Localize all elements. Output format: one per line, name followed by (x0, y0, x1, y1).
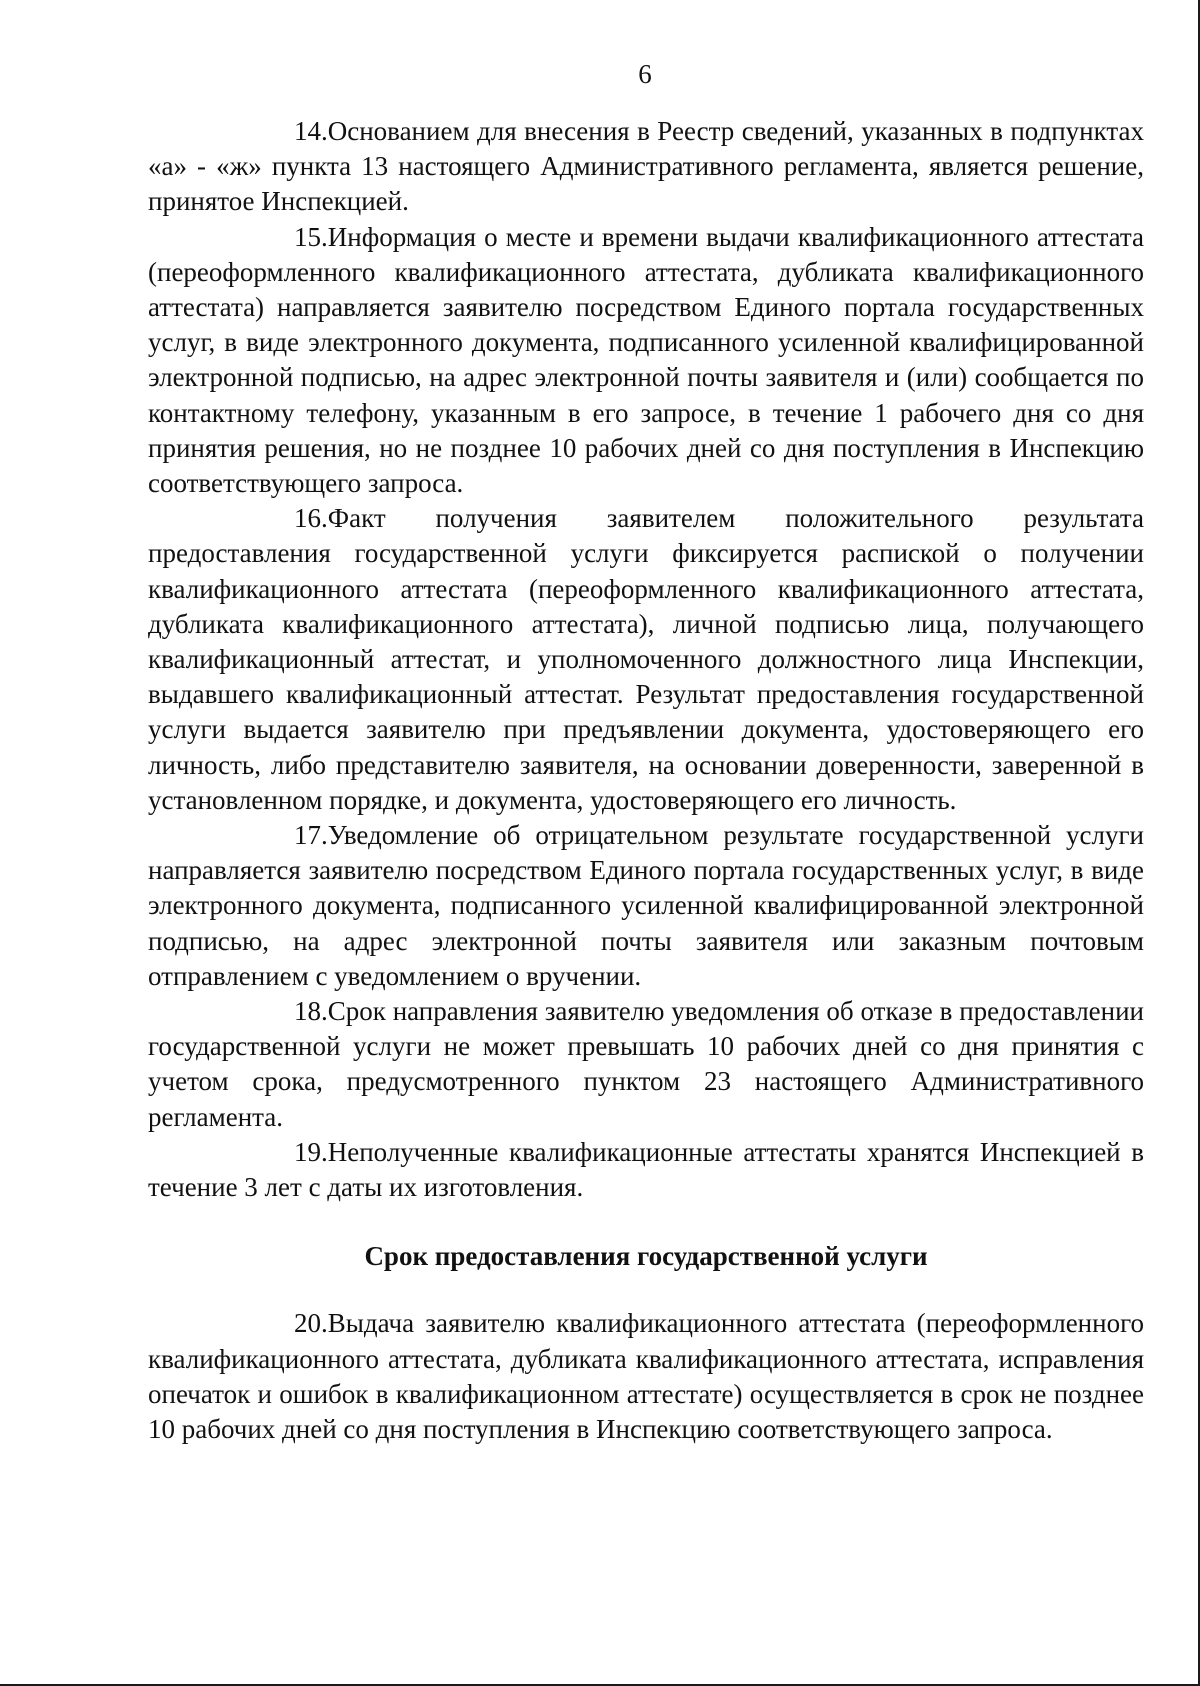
paragraph-17 (148, 818, 1144, 994)
paragraph-number: 17. (294, 820, 328, 851)
paragraph-20 (148, 1306, 1144, 1447)
paragraph-19 (148, 1135, 1144, 1205)
document-body (148, 114, 1144, 1447)
paragraph-text: Основанием для внесения в Реестр сведений, указанных в подпунктах «а» - «ж» пункта 13 настоящего Административного регламента, является решение, принятое Инспекцией. (148, 116, 1144, 217)
paragraph-14 (148, 114, 1144, 220)
paragraph-number: 14. (294, 116, 328, 146)
paragraph-15 (148, 220, 1144, 502)
paragraph-16 (148, 501, 1144, 818)
paragraph-text: Информация о месте и времени выдачи квалификационного аттестата (переоформленного квалификационного аттестата, дубликата квалификационного аттестата) направляется заявителю посредством Единого портала государственных услуг, в виде электронного документа, подписанного усиленной квалифицированной электронной подписью, на адрес электронной почты заявителя и (или) сообщается по контактному телефону, указанным в его запросе, в течение 1 рабочего дня со дня принятия решения, но не позднее 10 рабочих дней со дня поступления в Инспекцию соответствующего запроса. (148, 221, 1144, 499)
paragraph-number: 15. (294, 221, 328, 252)
paragraph-number: 20. (294, 1308, 328, 1339)
paragraph-text: Неполученные квалификационные аттестаты хранятся Инспекцией в течение 3 лет с даты их изготовления. (148, 1136, 1144, 1203)
paragraph-text: Уведомление об отрицательном результате государственной услуги направляется заявителю посредством Единого портала государственных услуг, в виде электронного документа, подписанного усиленной квалифицированной электронной подписью, на адрес электронной почты заявителя или заказным почтовым отправлением с уведомлением о вручении. (148, 820, 1144, 991)
page-number: 6 (638, 59, 652, 89)
paragraph-number: 16. (294, 503, 328, 534)
paragraph-text: Факт получения заявителем положительного результата предоставления государственной услуги фиксируется распиской о получении квалификационного аттестата (переоформленного квалификационного аттестата, дубликата квалификационного аттестата), личной подписью лица, получающего квалификационный аттестат, и уполномоченного должностного лица Инспекции, выдавшего квалификационный аттестат. Результат предоставления государственной услуги выдается заявителю при предъявлении документа, удостоверяющего его личность, либо представителю заявителя, на основании доверенности, заверенной в установленном порядке, и документа, удостоверяющего его личность. (148, 503, 1144, 815)
paragraph-text: Срок направления заявителю уведомления об отказе в предоставлении государственной услуги не может превышать 10 рабочих дней со дня принятия с учетом срока, предусмотренного пунктом 23 настоящего Административного регламента. (148, 996, 1144, 1132)
section-heading: Срок предоставления государственной услуги (364, 1241, 928, 1272)
paragraph-number: 19. (294, 1136, 328, 1167)
paragraph-18 (148, 994, 1144, 1135)
paragraph-text: Выдача заявителю квалификационного аттестата (переоформленного квалификационного аттестата, дубликата квалификационного аттестата, исправления опечаток и ошибок в квалификационном аттестате) осуществляется в срок не позднее 10 рабочих дней со дня поступления в Инспекцию соответствующего запроса. (148, 1308, 1144, 1444)
paragraph-number: 18. (294, 996, 328, 1027)
